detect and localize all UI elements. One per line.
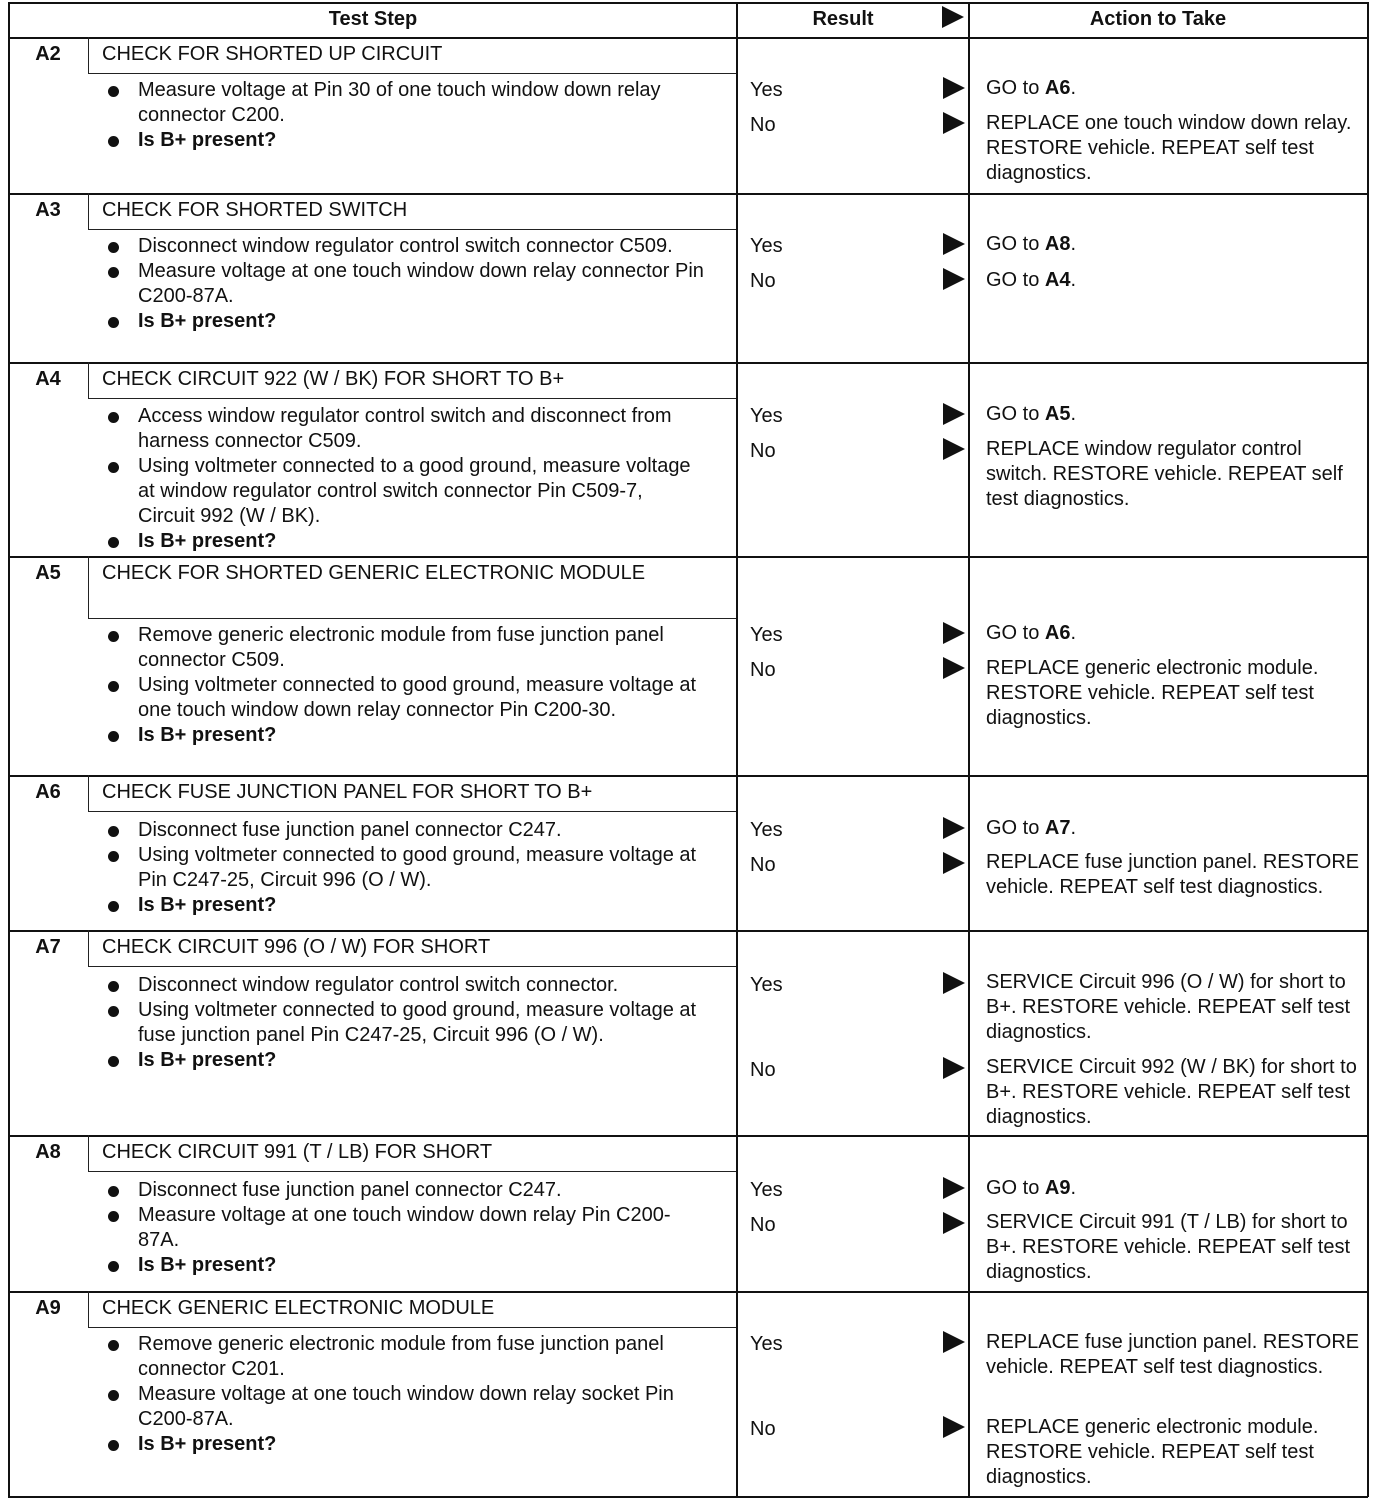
result-arrow-icon	[943, 622, 965, 644]
action-text-main: REPLACE generic electronic module. RESTORE vehicle. REPEAT self test diagnostics.	[986, 1416, 1319, 1488]
id-col-divider	[88, 556, 89, 618]
result-arrow-icon	[943, 233, 965, 255]
section-divider	[8, 1135, 1368, 1137]
result-label: Yes	[750, 79, 783, 101]
result-label: Yes	[750, 624, 783, 646]
action-text-end: .	[1070, 1177, 1077, 1199]
action-text-main: SERVICE Circuit 996 (O / W) for short to B+. RESTORE vehicle. REPEAT self test diagnostics.	[986, 971, 1351, 1043]
result-label: No	[750, 1418, 776, 1440]
instruction-item: Is B+ present?	[104, 128, 704, 153]
instruction-item: Is B+ present?	[104, 893, 704, 918]
result-label: Yes	[750, 1333, 783, 1355]
action-text	[986, 1330, 1361, 1380]
result-arrow-icon	[943, 972, 965, 994]
result-label: No	[750, 440, 776, 462]
step-instructions	[104, 1332, 704, 1457]
result-arrow-icon	[943, 438, 965, 460]
result-label: Yes	[750, 819, 783, 841]
action-text-main: GO to	[986, 622, 1045, 644]
step-instructions	[104, 404, 704, 554]
table-bottom-border	[8, 1496, 1368, 1498]
instruction-item: Is B+ present?	[104, 309, 704, 334]
instruction-item: Disconnect fuse junction panel connector C247.	[104, 1178, 704, 1203]
instruction-item: Using voltmeter connected to good ground, measure voltage at fuse junction panel Pin C247-25, Circuit 996 (O / W).	[104, 998, 704, 1048]
step-instructions	[104, 78, 704, 153]
step-id: A7	[35, 936, 61, 958]
instruction-item: Measure voltage at Pin 30 of one touch window down relay connector C200.	[104, 78, 704, 128]
action-text	[986, 76, 1361, 101]
step-title: CHECK FOR SHORTED UP CIRCUIT	[102, 43, 443, 65]
action-text	[986, 268, 1361, 293]
step-title: CHECK CIRCUIT 991 (T / LB) FOR SHORT	[102, 1141, 493, 1163]
action-text-main: REPLACE fuse junction panel. RESTORE vehicle. REPEAT self test diagnostics.	[986, 851, 1360, 898]
action-text	[986, 621, 1361, 646]
result-arrow-icon	[943, 1212, 965, 1234]
step-title: CHECK FOR SHORTED SWITCH	[102, 199, 408, 221]
right-border	[1367, 2, 1369, 1497]
step-instructions	[104, 234, 704, 334]
action-text	[986, 970, 1361, 1045]
result-arrow-icon	[943, 1416, 965, 1438]
id-col-divider	[88, 930, 89, 966]
action-text-end: .	[1070, 77, 1077, 99]
action-text	[986, 1210, 1361, 1285]
section-divider	[8, 1291, 1368, 1293]
result-arrow-icon	[943, 1331, 965, 1353]
action-text-main: GO to	[986, 1177, 1045, 1199]
action-text	[986, 656, 1361, 731]
title-divider	[88, 229, 736, 230]
step-id: A5	[35, 562, 61, 584]
result-label: No	[750, 659, 776, 681]
result-label: No	[750, 114, 776, 136]
instruction-item: Access window regulator control switch and disconnect from harness connector C509.	[104, 404, 704, 454]
action-step-ref: A7	[1044, 817, 1071, 839]
id-col-divider	[88, 1291, 89, 1327]
result-arrow-icon	[943, 112, 965, 134]
instruction-item: Is B+ present?	[104, 723, 704, 748]
result-arrow-icon	[943, 1057, 965, 1079]
step-title: CHECK FUSE JUNCTION PANEL FOR SHORT TO B+	[102, 781, 593, 803]
title-divider	[88, 73, 736, 74]
action-text-main: REPLACE generic electronic module. RESTORE vehicle. REPEAT self test diagnostics.	[986, 657, 1319, 729]
result-label: No	[750, 1059, 776, 1081]
instruction-item: Is B+ present?	[104, 1048, 704, 1073]
action-text-main: GO to	[986, 817, 1045, 839]
step-title: CHECK CIRCUIT 922 (W / BK) FOR SHORT TO B+	[102, 368, 565, 390]
result-label: No	[750, 854, 776, 876]
title-divider	[88, 1171, 736, 1172]
action-text-main: SERVICE Circuit 991 (T / LB) for short to B+. RESTORE vehicle. REPEAT self test diagnostics.	[986, 1211, 1351, 1283]
step-id: A4	[35, 368, 61, 390]
result-arrow-icon	[943, 1177, 965, 1199]
instruction-item: Disconnect window regulator control switch connector C509.	[104, 234, 704, 259]
section-divider	[8, 930, 1368, 932]
instruction-item: Disconnect window regulator control switch connector.	[104, 973, 704, 998]
action-text-main: REPLACE window regulator control switch. RESTORE vehicle. REPEAT self test diagnostics.	[986, 438, 1343, 510]
id-col-divider	[88, 193, 89, 229]
action-step-ref: A8	[1044, 233, 1071, 255]
title-divider	[88, 966, 736, 967]
section-divider	[8, 362, 1368, 364]
action-text	[986, 1176, 1361, 1201]
title-divider	[88, 1327, 736, 1328]
action-text-main: GO to	[986, 77, 1045, 99]
action-text-main: SERVICE Circuit 992 (W / BK) for short to B+. RESTORE vehicle. REPEAT self test diagnostics.	[986, 1056, 1357, 1128]
action-text-main: GO to	[986, 403, 1045, 425]
instruction-item: Remove generic electronic module from fuse junction panel connector C201.	[104, 1332, 704, 1382]
instruction-item: Using voltmeter connected to good ground, measure voltage at Pin C247-25, Circuit 996 (O / W).	[104, 843, 704, 893]
result-label: Yes	[750, 974, 783, 996]
instruction-item: Is B+ present?	[104, 1253, 704, 1278]
action-text	[986, 232, 1361, 257]
action-text	[986, 1055, 1361, 1130]
step-title: CHECK GENERIC ELECTRONIC MODULE	[102, 1297, 495, 1319]
instruction-item: Measure voltage at one touch window down relay Pin C200-87A.	[104, 1203, 704, 1253]
header-action: Action to Take	[1089, 8, 1227, 30]
result-label: Yes	[750, 1179, 783, 1201]
action-text-end: .	[1070, 817, 1077, 839]
id-col-divider	[88, 362, 89, 398]
action-text-main: REPLACE fuse junction panel. RESTORE vehicle. REPEAT self test diagnostics.	[986, 1331, 1360, 1378]
result-arrow-icon	[943, 657, 965, 679]
action-text-main: GO to	[986, 233, 1045, 255]
step-id: A6	[35, 781, 61, 803]
table-top-border	[8, 2, 1368, 4]
action-text	[986, 850, 1361, 900]
action-text-end: .	[1070, 269, 1077, 291]
section-divider	[8, 556, 1368, 558]
instruction-item: Using voltmeter connected to good ground, measure voltage at one touch window down relay connector Pin C200-30.	[104, 673, 704, 723]
title-divider	[88, 811, 736, 812]
result-arrow-icon	[943, 403, 965, 425]
step-id: A2	[35, 43, 61, 65]
header-result: Result	[812, 8, 874, 30]
step-instructions	[104, 1178, 704, 1278]
action-text-end: .	[1070, 233, 1077, 255]
header-test-step: Test Step	[328, 8, 418, 30]
action-text	[986, 402, 1361, 427]
result-arrow-icon	[943, 77, 965, 99]
result-arrow-icon	[943, 852, 965, 874]
action-text	[986, 1415, 1361, 1490]
id-col-divider	[88, 1135, 89, 1171]
header-arrow-icon	[942, 6, 964, 28]
step-id: A8	[35, 1141, 61, 1163]
instruction-item: Remove generic electronic module from fuse junction panel connector C509.	[104, 623, 704, 673]
action-step-ref: A9	[1044, 1177, 1071, 1199]
instruction-item: Disconnect fuse junction panel connector C247.	[104, 818, 704, 843]
left-border	[8, 2, 10, 1497]
header-bottom-border	[8, 37, 1368, 39]
action-text-main: GO to	[986, 269, 1045, 291]
instruction-item: Measure voltage at one touch window down relay connector Pin C200-87A.	[104, 259, 704, 309]
action-text-main: REPLACE one touch window down relay. RESTORE vehicle. REPEAT self test diagnostics.	[986, 112, 1352, 184]
step-title: CHECK FOR SHORTED GENERIC ELECTRONIC MODULE	[102, 562, 646, 584]
title-divider	[88, 618, 736, 619]
action-text	[986, 437, 1361, 512]
result-label: Yes	[750, 405, 783, 427]
section-divider	[8, 193, 1368, 195]
result-arrow-icon	[943, 817, 965, 839]
instruction-item: Measure voltage at one touch window down relay socket Pin C200-87A.	[104, 1382, 704, 1432]
action-step-ref: A6	[1044, 622, 1071, 644]
id-col-divider	[88, 775, 89, 811]
action-text-end: .	[1070, 622, 1077, 644]
result-label: No	[750, 1214, 776, 1236]
step-id: A9	[35, 1297, 61, 1319]
step-title: CHECK CIRCUIT 996 (O / W) FOR SHORT	[102, 936, 491, 958]
result-label: No	[750, 270, 776, 292]
action-text-end: .	[1070, 403, 1077, 425]
step-instructions	[104, 973, 704, 1073]
action-text	[986, 816, 1361, 841]
result-label: Yes	[750, 235, 783, 257]
step-instructions	[104, 818, 704, 918]
action-step-ref: A5	[1044, 403, 1071, 425]
action-text	[986, 111, 1361, 186]
title-divider	[88, 398, 736, 399]
result-col-border	[736, 2, 738, 1497]
instruction-item: Is B+ present?	[104, 1432, 704, 1457]
step-id: A3	[35, 199, 61, 221]
instruction-item: Is B+ present?	[104, 529, 704, 554]
action-step-ref: A6	[1044, 77, 1071, 99]
id-col-divider	[88, 37, 89, 73]
action-step-ref: A4	[1044, 269, 1071, 291]
result-arrow-icon	[943, 268, 965, 290]
step-instructions	[104, 623, 704, 748]
instruction-item: Using voltmeter connected to a good ground, measure voltage at window regulator control switch connector Pin C509-7, Circuit 992 (W / BK).	[104, 454, 704, 529]
action-col-border	[968, 2, 970, 1497]
section-divider	[8, 775, 1368, 777]
